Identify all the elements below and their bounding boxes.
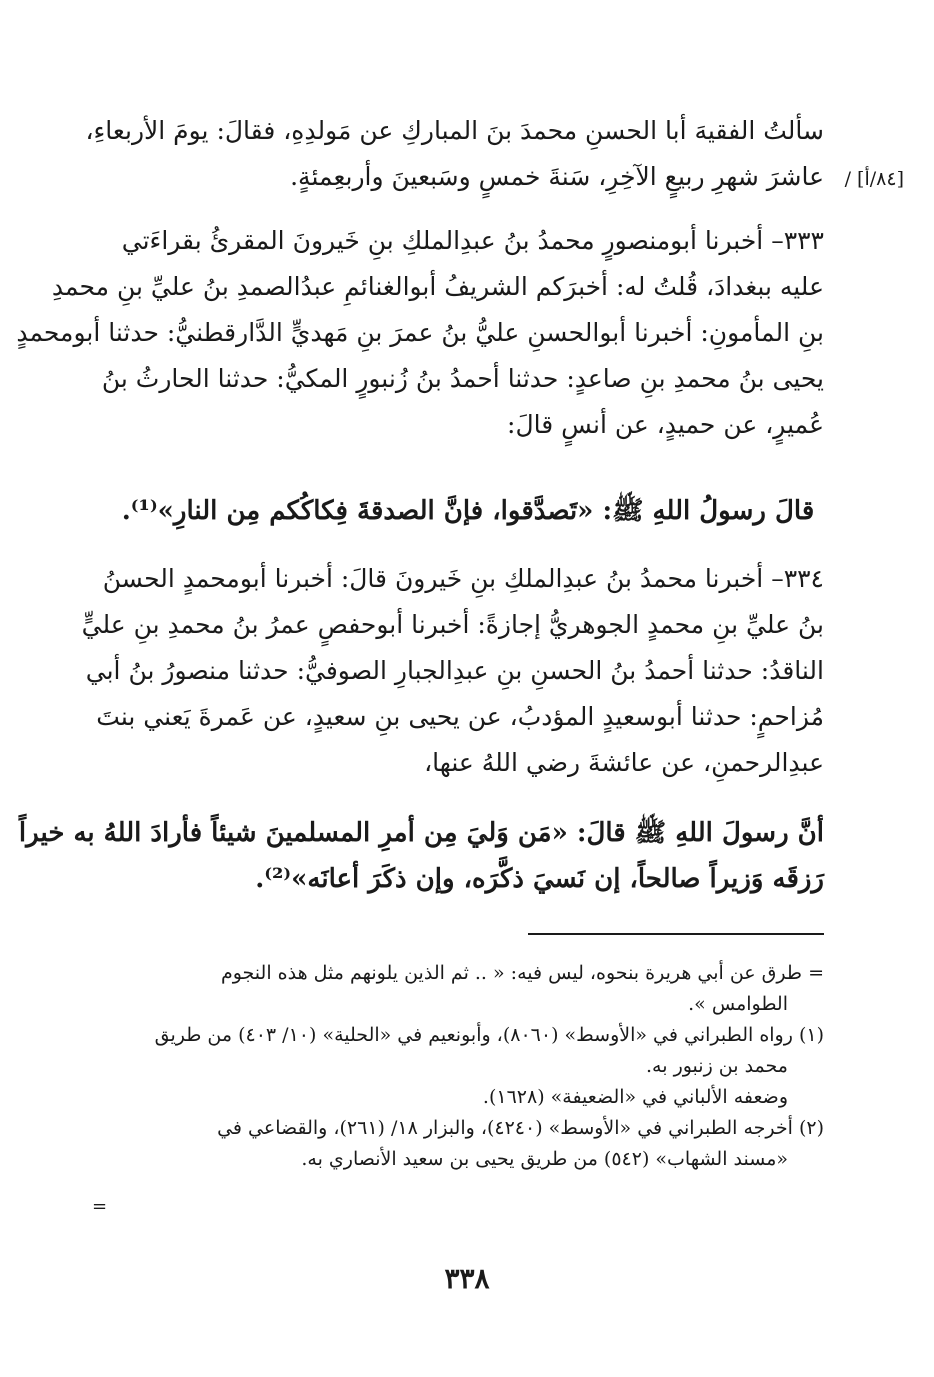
text-line: يحيى بنُ محمدِ بنِ صاعدٍ: حدثنا أحمدُ بنُ زُنبورٍ المكيُّ: حدثنا الحارثُ بنُ (101, 364, 824, 393)
text-line: أنَّ رسولَ اللهِ ﷺ قالَ: «مَن وَليَ مِن أمرِ المسلمينَ شيئاً فأرادَ اللهُ به خيراً (18, 818, 824, 848)
manuscript-folio-marker: [٨٤/أ] / (844, 168, 904, 190)
hadith-text-334 (18, 810, 824, 902)
text-line: الناقدُ: حدثنا أحمدُ بنُ الحسنِ بنِ عبدِالجبارِ الصوفيُّ: حدثنا منصورُ بنُ أبي (85, 656, 824, 685)
footnote-2: (٢) أخرجه الطبراني في «الأوسط» (٤٢٤٠)، والبزار ١٨/ (٢٦١)، والقضاعي في (217, 1117, 824, 1139)
footnote-line: وضعفه الألباني في «الضعيفة» (١٦٢٨). (482, 1086, 788, 1108)
text-line: عاشرَ شهرِ ربيعٍ الآخِرِ، سَنةَ خمسٍ وسَبعينَ وأربعِمئةٍ. (290, 162, 824, 191)
text-line: بنِ المأمونِ: أخبرنا أبوالحسنِ عليُّ بنُ عمرَ بنِ مَهديٍّ الدَّارقطنيُّ: حدثنا أبومحمدٍ (16, 318, 824, 347)
text-line: بنُ عليِّ بنِ محمدٍ الجوهريُّ إجازةً: أخبرنا أبوحفصٍ عمرُ بنُ محمدِ بنِ عليٍّ (81, 610, 824, 639)
footnote-line: «مسند الشهاب» (٥٤٢) من طريق يحيى بن سعيد الأنصاري به. (301, 1148, 788, 1170)
text-line: ٣٣٤– أخبرنا محمدُ بنُ عبدِالملكِ بنِ خَيرونَ قالَ: أخبرنا أبومحمدٍ الحسنُ (102, 564, 824, 593)
text-line: عليه ببغدادَ، قُلتُ له: أخبرَكم الشريفُ أبوالغنائمِ عبدُالصمدِ بنُ عليِّ بنِ محمدِ (51, 272, 824, 301)
footnote-line: = طرق عن أبي هريرة بنحوه، ليس فيه: « .. ثم الذين يلونهم مثل هذه النجوم (220, 962, 824, 984)
footnote-separator (528, 933, 824, 935)
text-line: قالَ رسولُ اللهِ ﷺ: «تَصدَّقوا، فإنَّ الصدقةَ فِكاكُكم مِن النارِ»⁽¹⁾. (121, 496, 815, 526)
text-line: رَزقَه وَزيراً صالحاً، إن نَسيَ ذكَّرَه، وإن ذكَرَ أعانَه»⁽²⁾. (255, 864, 824, 894)
footnote-1: (١) رواه الطبراني في «الأوسط» (٨٠٦٠)، وأبونعيم في «الحلية» (١٠/ ٤٠٣) من طريق (154, 1024, 824, 1046)
text-line: مُزاحمٍ: حدثنا أبوسعيدٍ المؤدبُ، عن يحيى بنِ سعيدٍ، عن عَمرةَ يَعني بنتَ (96, 702, 824, 731)
text-line: ٣٣٣– أخبرنا أبومنصورٍ محمدُ بنُ عبدِالملكِ بنِ خَيرونَ المقرئُ بقراءَتي (121, 226, 824, 255)
footnote-line: الطوامس ». (688, 993, 788, 1015)
footnotes (112, 958, 824, 1175)
hadith-text-333 (112, 488, 824, 534)
text-line: عُميرٍ، عن حميدٍ، عن أنسٍ قالَ: (507, 410, 824, 439)
isnad-paragraph-333 (16, 218, 824, 448)
isnad-paragraph-334 (81, 556, 824, 786)
opening-paragraph (85, 108, 824, 200)
text-line: عبدِالرحمنِ، عن عائشةَ رضي اللهُ عنها، (424, 748, 824, 777)
footnote-line: محمد بن زنبور به. (646, 1055, 788, 1077)
text-line: سألتُ الفقيهَ أبا الحسنِ محمدَ بنَ المباركِ عن مَولدِهِ، فقالَ: يومَ الأربعاءِ، (85, 116, 824, 145)
page-number: ٣٣٨ (444, 1262, 490, 1295)
continuation-mark: = (92, 1196, 108, 1217)
